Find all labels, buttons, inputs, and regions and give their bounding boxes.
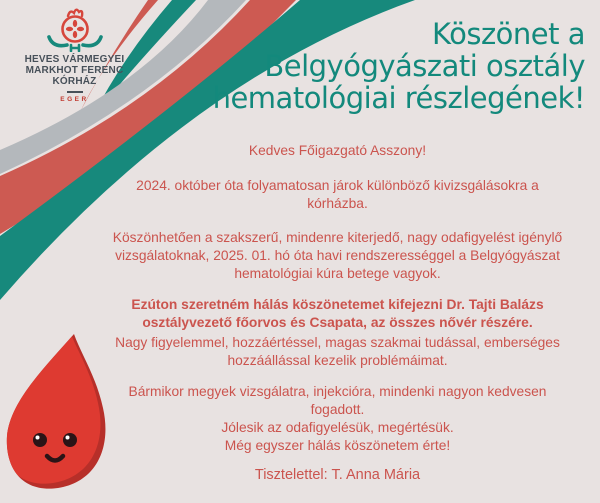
paragraph-3-bold-line2: osztályvezető főorvos és Csapata, az összes nővér részére.: [142, 315, 533, 330]
paragraph-2-line1: Köszönhetően a szakszerű, mindenre kiterjedő, nagy odafigyelést igénylő: [112, 230, 563, 245]
blood-drop-mascot-icon: [2, 330, 120, 500]
title-line1: Köszönet a: [432, 17, 585, 51]
letter-greeting: Kedves Főigazgató Asszony!: [248, 143, 427, 158]
hospital-city: EGER: [60, 96, 89, 103]
paragraph-4-line1: Bármikor megyek vizsgálatra, injekcióra, mindenki nagyon kedvesen: [128, 384, 547, 399]
paragraph-2-line3: hematológiai kúra betege vagyok.: [234, 266, 441, 281]
letter-signature: Tisztelettel: T. Anna Mária: [254, 467, 421, 483]
logo-divider: [67, 91, 83, 93]
paragraph-1-line1: 2024. október óta folyamatosan járok különböző kivizsgálásokra a: [136, 178, 539, 193]
letter-paragraph-1: [80, 177, 595, 213]
paragraph-1-line2: kórházba.: [307, 196, 368, 211]
mascot-left-eye: [33, 433, 47, 447]
paragraph-3-regular-line2: hozzáállással kezelik problémáimat.: [227, 353, 448, 368]
letter-paragraph-3-regular: [80, 334, 595, 370]
letter-paragraph-2: [80, 229, 595, 283]
letter-paragraph-5: Jólesik az odafigyelésük, megértésük.: [221, 420, 454, 435]
paragraph-3-bold-line1: Ezúton szeretném hálás köszönetemet kifejezni Dr. Tajti Balázs: [131, 297, 544, 312]
paragraph-2-line2: vizsgálatoknak, 2025. 01. hó óta havi rendszerességgel a Belgyógyászat: [115, 248, 560, 263]
paragraph-4-line2: fogadott.: [310, 402, 365, 417]
title-line3: hematológiai részlegének!: [212, 81, 585, 115]
poster-title: [213, 18, 585, 114]
hospital-name-line2: MARKHOT FERENC: [25, 65, 124, 76]
hospital-logo-icon: [37, 4, 113, 52]
hospital-logo: [12, 4, 137, 103]
paragraph-3-regular-line1: Nagy figyelemmel, hozzáértéssel, magas szakmai tudással, emberséges: [115, 335, 560, 350]
mascot-right-eye: [63, 433, 77, 447]
title-line2: Belgyógyászati osztály: [264, 49, 585, 83]
letter-paragraph-3-bold: [80, 296, 595, 332]
letter-paragraph-6: Még egyszer hálás köszönetem érte!: [224, 438, 451, 453]
hospital-name-line1: HEVES VÁRMEGYEI: [24, 54, 125, 65]
hospital-name-line3: KÓRHÁZ: [52, 76, 97, 87]
letter-paragraph-4: [80, 383, 595, 419]
hospital-name: [12, 54, 137, 87]
